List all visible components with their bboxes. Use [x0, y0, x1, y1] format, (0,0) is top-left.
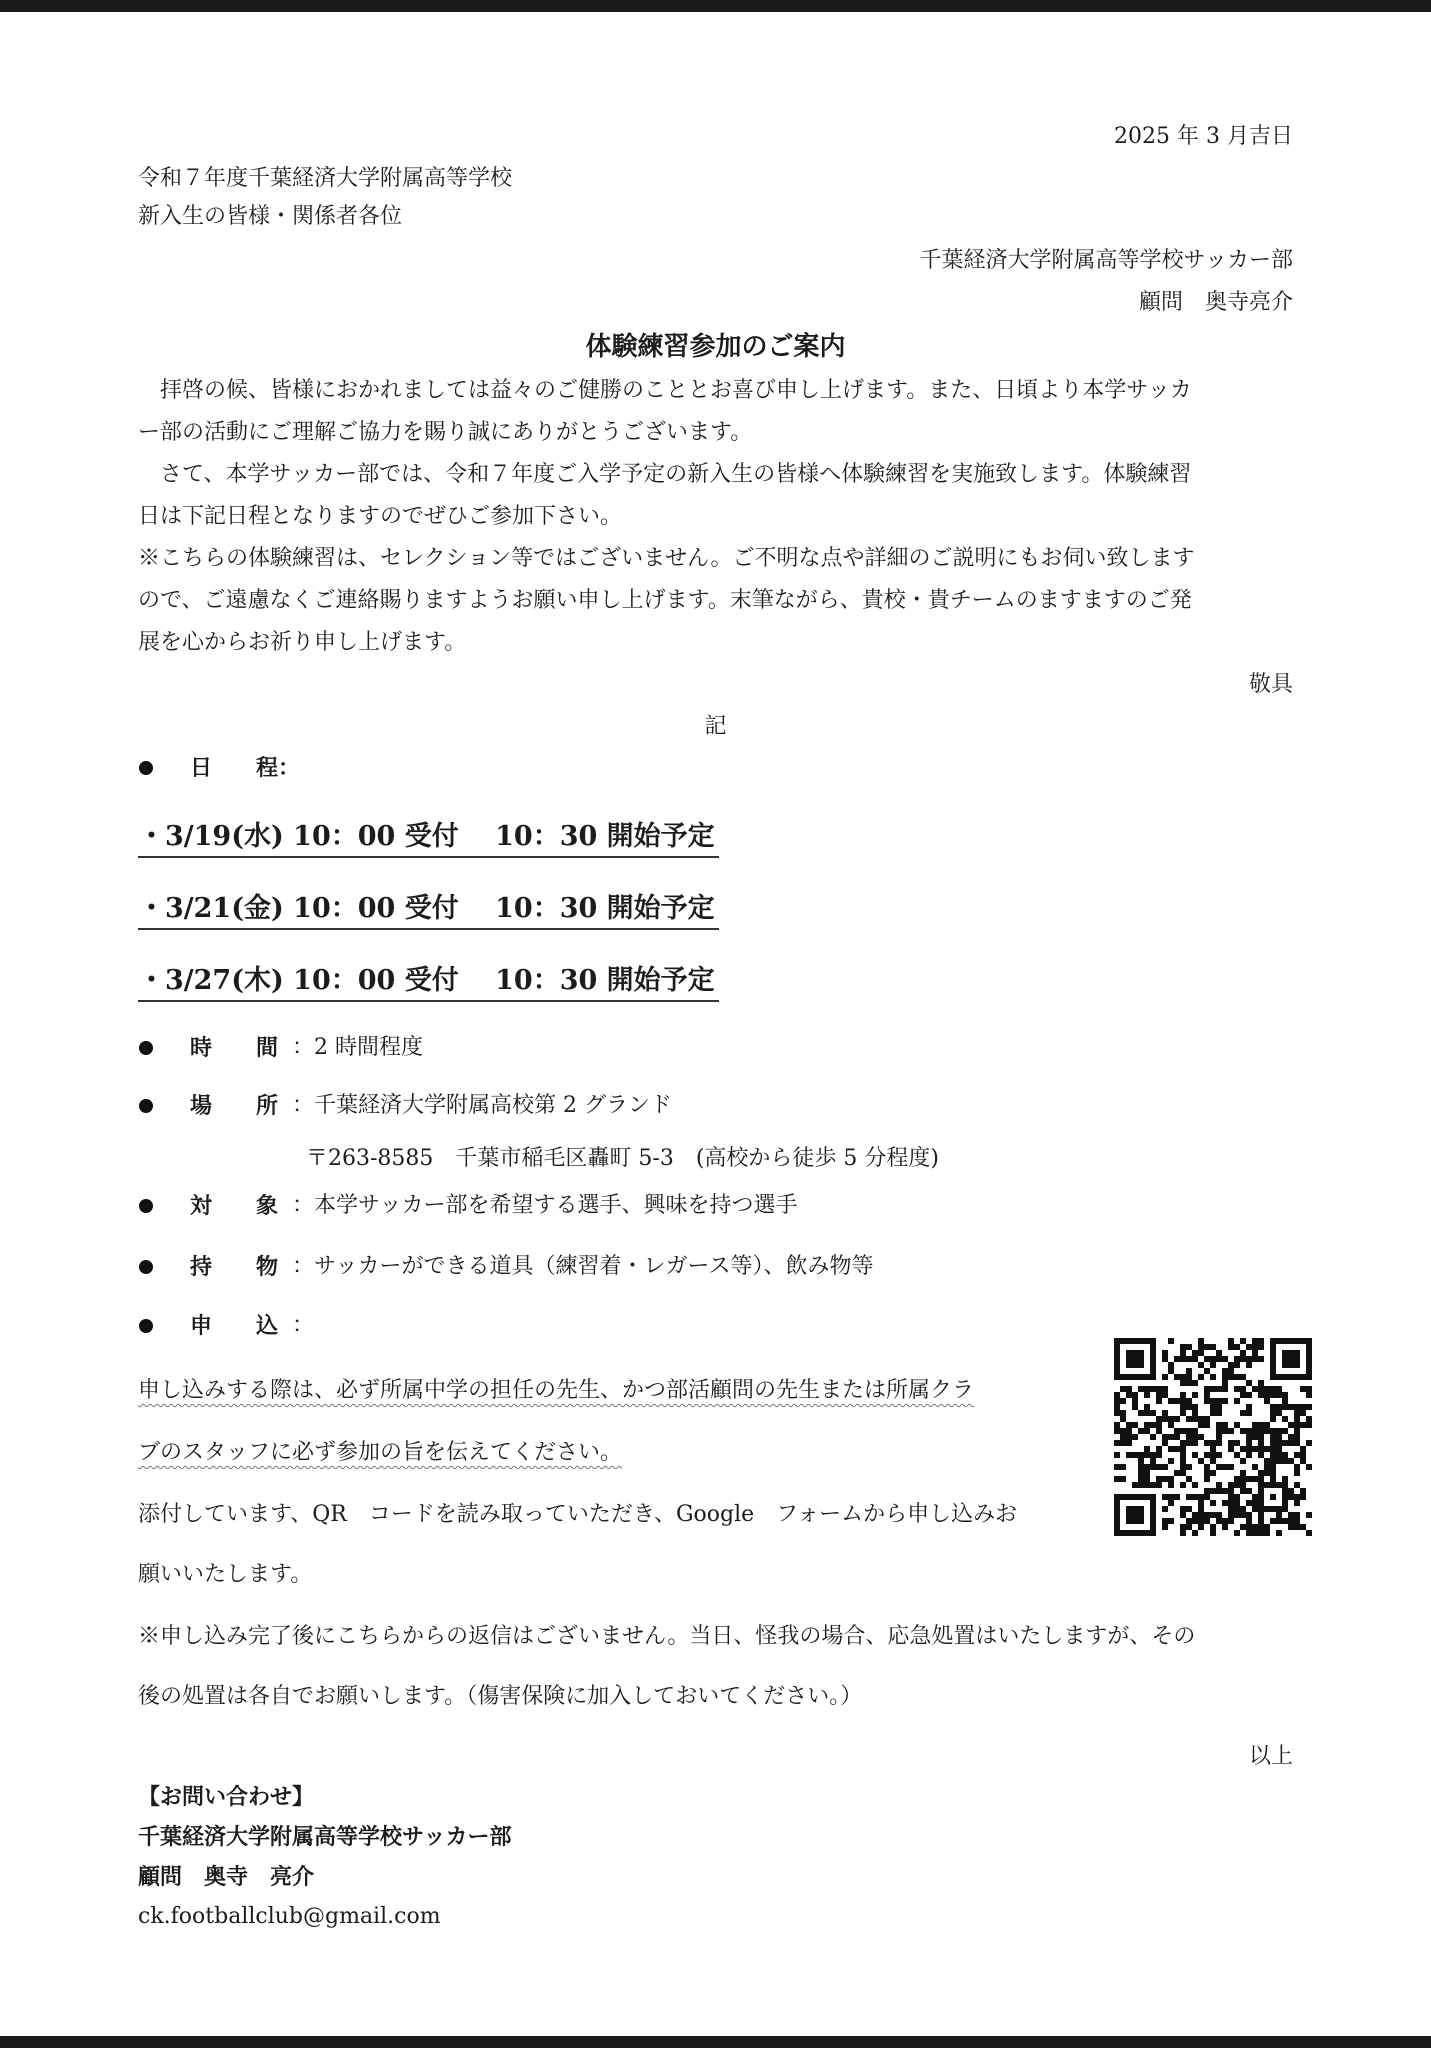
time-value: ：2 時間程度	[292, 1035, 423, 1060]
body-line: 展を心からお祈り申し上げます。	[138, 630, 467, 655]
apply-line: 添付しています、QR コードを読み取っていただき、Google フォームから申し込みお	[138, 1502, 1018, 1527]
letter-date: 2025 年 3 月吉日	[1114, 124, 1293, 149]
target-label: 対 象	[190, 1193, 279, 1219]
body-line: ので、ご遠慮なくご連絡賜りますようお願い申し上げます。末筆ながら、貴校・貴チームのますますのご発	[138, 588, 1192, 613]
closing-keigu: 敬具	[1248, 672, 1293, 697]
apply-line: 願いいたします。	[138, 1562, 313, 1587]
apply-label: 申 込	[190, 1313, 279, 1339]
apply-value: ：	[292, 1313, 315, 1338]
schedule-date: ・3/27(木) 10：00 受付 10：30 開始予定	[138, 962, 719, 1002]
body-line: さて、本学サッカー部では、令和７年度ご入学予定の新入生の皆様へ体験練習を実施致します。体験練習	[138, 462, 1192, 487]
place-value: ：千葉経済大学附属高校第 2 グランド	[292, 1093, 672, 1118]
sender-advisor: 顧問 奥寺亮介	[1138, 290, 1293, 315]
contact-advisor: 顧問 奥寺 亮介	[138, 1864, 315, 1890]
time-label: 時 間	[190, 1035, 279, 1061]
ki-heading: 記	[704, 714, 727, 739]
schedule-date: ・3/21(金) 10：00 受付 10：30 開始予定	[138, 890, 719, 930]
body-line: ー部の活動にご理解ご協力を賜り誠にありがとうございます。	[138, 420, 753, 445]
target-value: ：本学サッカー部を希望する選手、興味を持つ選手	[292, 1193, 798, 1218]
apply-line: ブのスタッフに必ず参加の旨を伝えてください。	[138, 1440, 623, 1465]
place-label: 場 所	[190, 1093, 279, 1119]
items-value: ：サッカーができる道具（練習着・レガース等）、飲み物等	[292, 1254, 874, 1279]
bullet-icon	[139, 1041, 153, 1055]
bullet-icon	[139, 1199, 153, 1213]
closing-ijou: 以上	[1248, 1744, 1293, 1769]
apply-line: 後の処置は各自でお願いします。（傷害保険に加入しておいてください。）	[138, 1684, 863, 1709]
bullet-icon	[139, 761, 153, 775]
sender-org: 千葉経済大学附属高等学校サッカー部	[919, 248, 1293, 273]
body-line: 拝啓の候、皆様におかれましては益々のご健勝のこととお喜び申し上げます。また、日頃より本学サッカ	[138, 378, 1192, 403]
apply-line: ※申し込み完了後にこちらからの返信はございません。当日、怪我の場合、応急処置はいたしますが、その	[138, 1624, 1196, 1649]
contact-org: 千葉経済大学附属高等学校サッカー部	[138, 1824, 512, 1850]
schedule-label: 日 程：	[190, 755, 301, 781]
qr-code-icon[interactable]	[1114, 1338, 1312, 1536]
contact-heading: 【お問い合わせ】	[138, 1784, 315, 1810]
body-line: ※こちらの体験練習は、セレクション等ではございません。ご不明な点や詳細のご説明にもお伺い致します	[138, 546, 1195, 571]
contact-email[interactable]: ck.footballclub@gmail.com	[138, 1904, 441, 1929]
items-label: 持 物	[190, 1254, 279, 1280]
schedule-date: ・3/19(水) 10：00 受付 10：30 開始予定	[138, 818, 719, 858]
letter-page	[0, 12, 1431, 2036]
recipient-school: 令和７年度千葉経済大学附属高等学校	[138, 166, 513, 191]
bullet-icon	[139, 1099, 153, 1113]
bullet-icon	[139, 1260, 153, 1274]
place-address: 〒263-8585 千葉市稲毛区轟町 5-3 (高校から徒歩 5 分程度)	[306, 1146, 939, 1171]
letter-title: 体験練習参加のご案内	[585, 332, 846, 362]
recipient-audience: 新入生の皆様・関係者各位	[138, 204, 403, 229]
bullet-icon	[139, 1319, 153, 1333]
body-line: 日は下記日程となりますのでぜひご参加下さい。	[138, 504, 623, 529]
apply-line: 申し込みする際は、必ず所属中学の担任の先生、かつ部活顧問の先生または所属クラ	[138, 1378, 975, 1403]
